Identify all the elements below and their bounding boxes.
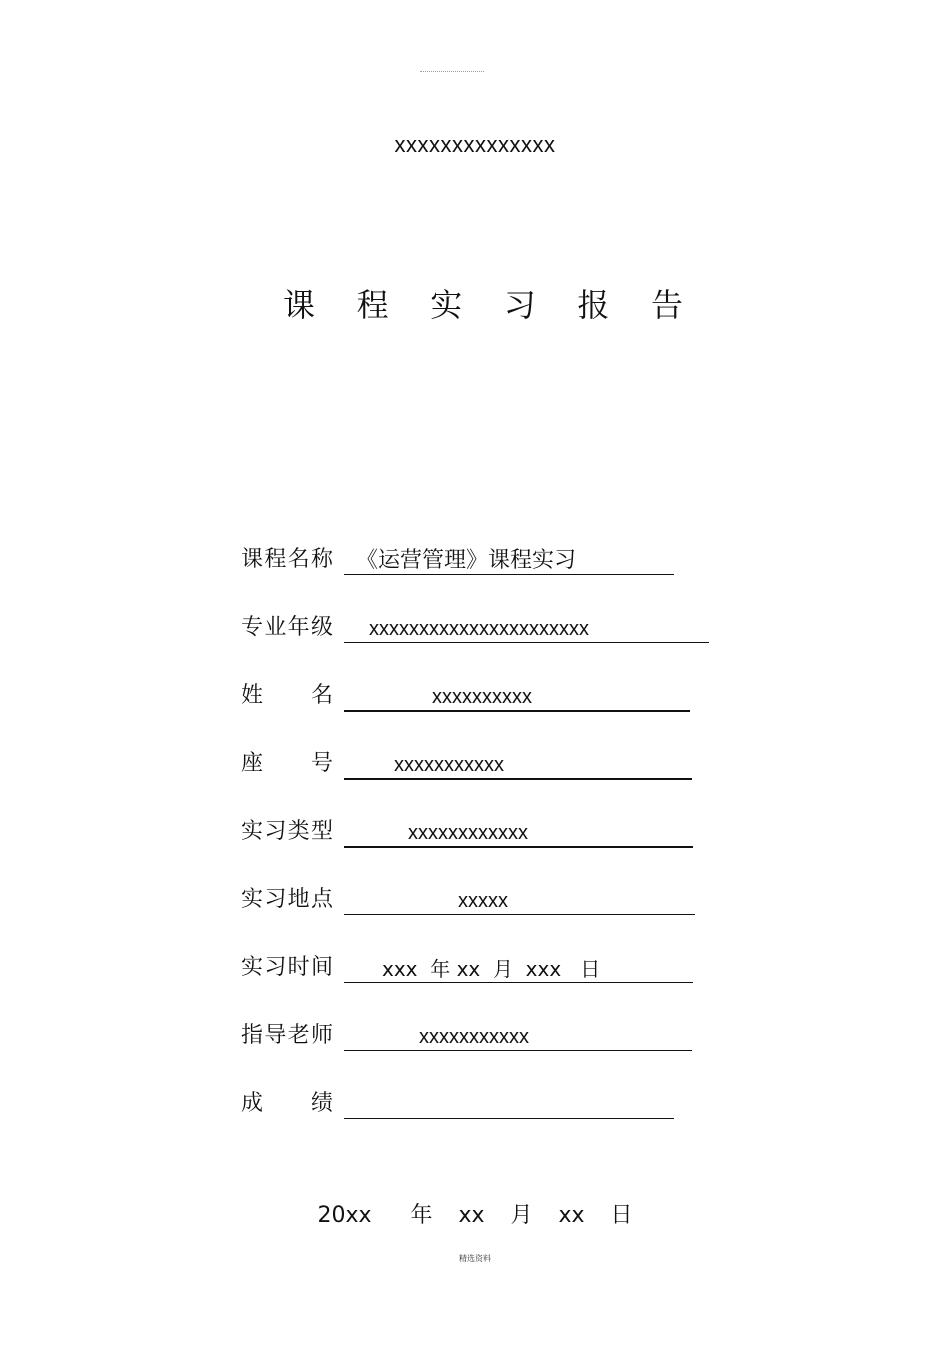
field-value: xxxxxxxxxxx [419,1026,529,1048]
title-char: 报 [577,286,610,324]
field-underline [344,778,692,780]
field-label: 专 业 年 级 [241,615,333,640]
field-underline [344,1050,692,1051]
field-value: xxxxxxxxxxxxxxxxxxxxxx [369,618,589,640]
field-label: 座 号 [241,751,333,776]
field-value: xxxxxxxxxxx [394,754,504,776]
field-label: 实 习 类 型 [241,819,333,844]
field-underline [344,982,693,983]
field-label: 课 程 名 称 [241,547,333,572]
title-char: 课 [283,286,316,324]
field-value: xxxxxxxxxxxx [408,822,528,844]
footer-text: 精选资料 [459,1254,491,1263]
field-label: 指 导 老 师 [241,1023,333,1048]
field-underline [344,642,709,643]
title-char: 告 [650,286,683,324]
title-char: 习 [503,286,536,324]
field-label: 姓 名 [241,683,333,708]
field-underline [344,846,693,848]
school-name: xxxxxxxxxxxxxx [394,132,556,157]
field-value: 《运营管理》课程实习 [356,548,577,573]
field-label: 实 习 时 间 [241,955,333,980]
field-label: 实 习 地 点 [241,887,333,912]
report-title [283,282,683,328]
field-underline [344,574,674,575]
field-underline [344,914,695,915]
field-label: 成 绩 [241,1091,333,1116]
top-dotted-rule [420,71,484,72]
report-date: 20xx 年 xx 月 xx 日 [317,1203,633,1228]
title-char: 程 [356,286,389,324]
field-underline [344,710,690,712]
field-value: xxx 年 xx 月 xxx 日 [382,957,601,981]
title-char: 实 [430,286,463,324]
field-value: xxxxx [458,890,508,912]
field-underline [344,1118,674,1119]
field-value: xxxxxxxxxx [432,686,532,708]
